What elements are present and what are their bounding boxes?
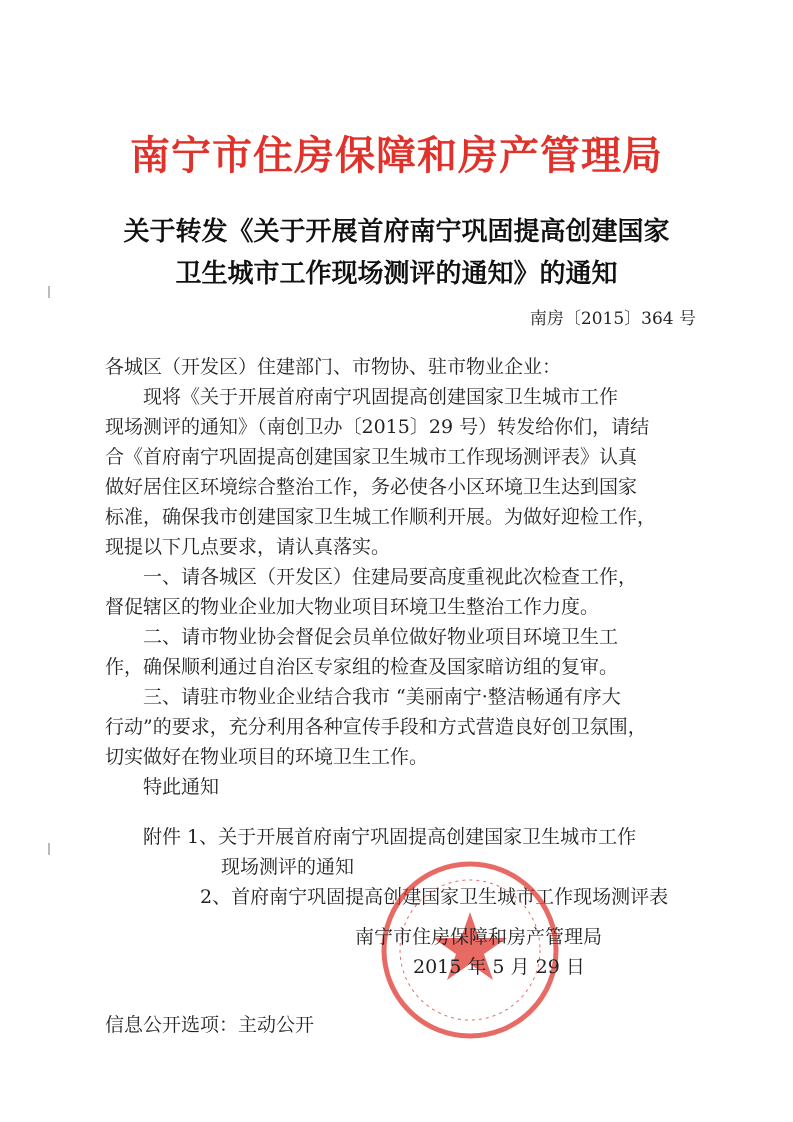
signature-org: 南宁市住房保障和房产管理局	[355, 926, 603, 948]
body-line: 做好居住区环境综合整治工作，务必使各小区环境卫生达到国家	[105, 476, 638, 498]
body-line: 行动”的要求，充分利用各种宣传手段和方式营造良好创卫氛围，	[105, 716, 647, 738]
scan-artifact	[48, 843, 50, 855]
body-line: 三、请驻市物业企业结合我市 “美丽南宁·整洁畅通有序大	[143, 686, 621, 708]
attachment-1-line2: 现场测评的通知	[221, 856, 355, 878]
body-line: 督促辖区的物业企业加大物业项目环境卫生整治工作力度。	[105, 596, 600, 618]
signature-date: 2015 年 5 月 29 日	[413, 956, 585, 978]
attachment-1-line1: 附件 1、关于开展首府南宁巩固提高创建国家卫生城市工作	[143, 826, 637, 848]
body-line: 现提以下几点要求，请认真落实。	[105, 536, 391, 558]
document-number: 南房〔2015〕364 号	[529, 309, 696, 329]
closing-line: 特此通知	[143, 776, 220, 798]
document-title-line2: 卫生城市工作现场测评的通知》的通知	[175, 259, 618, 289]
recipients-line: 各城区（开发区）住建部门、市物协、驻市物业企业：	[105, 356, 562, 378]
body-line: 现场测评的通知》（南创卫办〔2015〕29 号）转发给你们，请结	[105, 416, 650, 438]
body-line: 现将《关于开展首府南宁巩固提高创建国家卫生城市工作	[143, 386, 619, 408]
body-line: 合《首府南宁巩固提高创建国家卫生城市工作现场测评表》认真	[105, 446, 638, 468]
official-seal-icon	[380, 860, 560, 1040]
document-title-line1: 关于转发《关于开展首府南宁巩固提高创建国家	[123, 217, 670, 247]
scan-artifact	[48, 286, 50, 298]
body-line: 二、请市物业协会督促会员单位做好物业项目环境卫生工	[143, 626, 619, 648]
body-line: 切实做好在物业项目的环境卫生工作。	[105, 746, 429, 768]
attachment-2: 2、首府南宁巩固提高创建国家卫生城市工作现场测评表	[200, 886, 669, 908]
body-line: 标准，确保我市创建国家卫生城工作顺利开展。为做好迎检工作，	[105, 506, 657, 528]
disclosure-option: 信息公开选项：主动公开	[105, 1014, 315, 1036]
issuing-authority-header: 南宁市住房保障和房产管理局	[130, 133, 663, 179]
body-line: 作，确保顺利通过自治区专家组的检查及国家暗访组的复审。	[105, 656, 619, 678]
body-line: 一、请各城区（开发区）住建局要高度重视此次检查工作，	[143, 566, 638, 588]
